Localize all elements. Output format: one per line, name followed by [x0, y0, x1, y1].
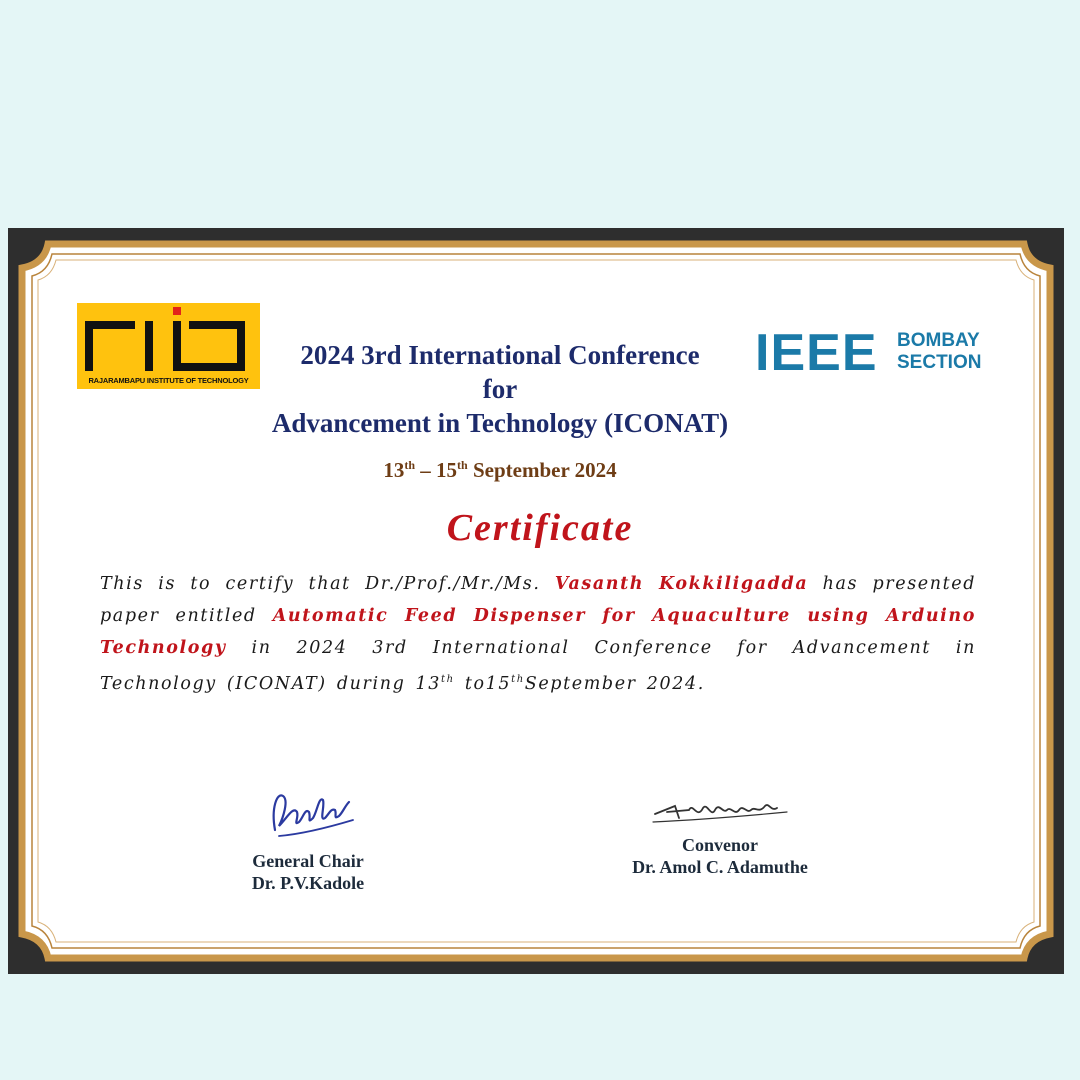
start-suffix: th: [404, 458, 416, 472]
adamuthe-signature: [645, 792, 795, 832]
general-chair-signature-block: [208, 778, 408, 894]
conference-dates: [300, 458, 700, 483]
body-end: September 2024.: [524, 673, 705, 694]
body-presented: has presented paper entitled: [100, 574, 976, 626]
conference-title-line3: Advancement in Technology (ICONAT): [271, 408, 729, 438]
general-chair-name: Dr. P.V.Kadole: [251, 873, 365, 893]
ieee-sub-line2: SECTION: [897, 352, 982, 373]
conference-title-line1: 2024 3rd International Conference: [300, 340, 700, 370]
general-chair-role: General Chair: [252, 851, 364, 871]
convenor-role: Convenor: [682, 835, 758, 855]
ieee-sub-line1: BOMBAY: [897, 330, 980, 351]
date-separator: –: [415, 458, 437, 482]
convenor-name: Dr. Amol C. Adamuthe: [632, 857, 808, 877]
ordinal-sup-1: th: [441, 674, 455, 685]
body-intro: This is to certify that Dr./Prof./Mr./Ms.: [100, 574, 555, 594]
rit-caption: RAJARAMBAPU INSTITUTE OF TECHNOLOGY: [88, 376, 249, 385]
month-year: September 2024: [467, 458, 617, 482]
end-suffix: th: [457, 458, 468, 472]
paper-title: Automatic Feed Dispenser for Aquaculture using Arduino Technology: [100, 606, 976, 658]
ieee-section-label: [897, 330, 981, 374]
body-in: in 2024 3rd International Conference for Advancement in Technology (ICONAT) during 13: [100, 638, 976, 694]
body-to: to15: [454, 673, 512, 694]
ordinal-sup-2: th: [511, 674, 525, 685]
recipient-name: Vasanth Kokkiligadda: [554, 574, 809, 594]
ieee-word: IEEE: [755, 324, 878, 382]
conference-title: [200, 338, 800, 440]
certificate-heading: Certificate: [446, 507, 634, 549]
convenor-signature-block: [600, 792, 840, 878]
conference-title-line2: for: [482, 374, 518, 404]
end-day: 15: [436, 458, 458, 482]
kadole-signature: [253, 778, 363, 848]
start-day: 13: [383, 458, 405, 482]
certificate-body: [100, 568, 976, 700]
